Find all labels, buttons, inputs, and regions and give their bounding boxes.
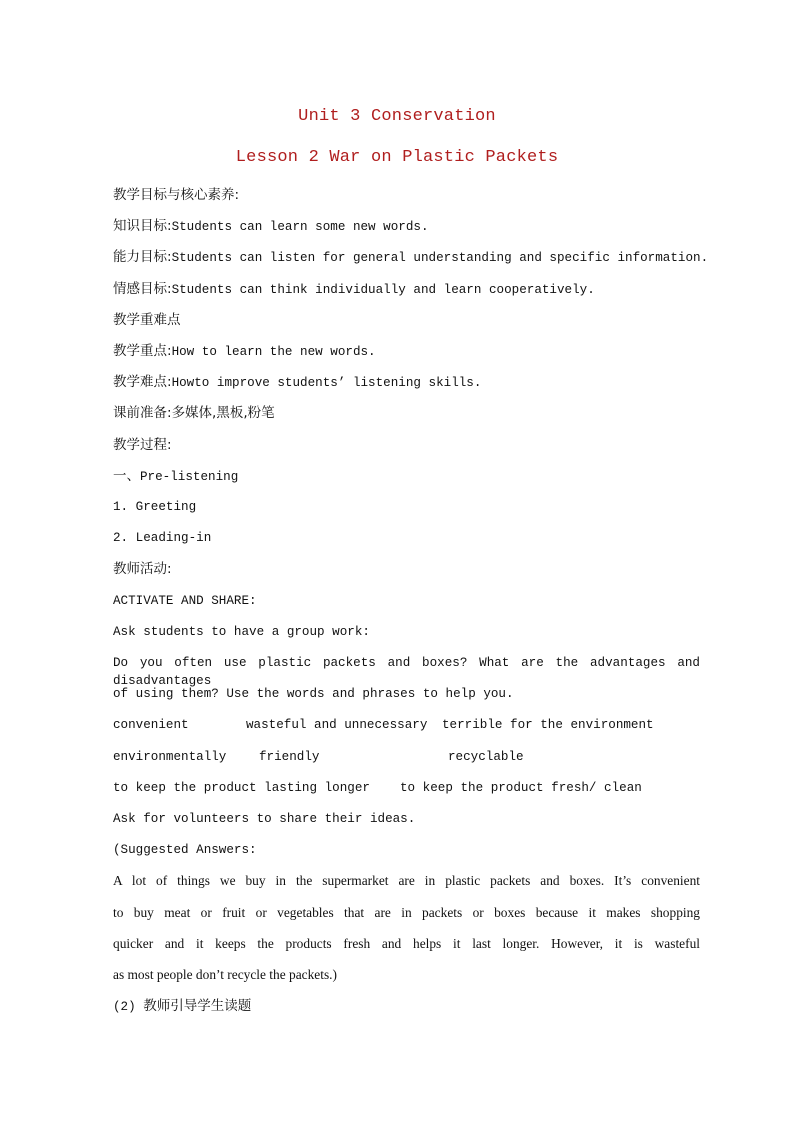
objectives-heading: 教学目标与核心素养: [113, 187, 240, 203]
section-one-number: 一、 [113, 468, 140, 484]
knowledge-text: Students can learn some new words. [171, 220, 429, 234]
word-recyclable: recyclable [448, 750, 524, 764]
emotion-label: 情感目标: [113, 281, 172, 297]
key-difficult-heading: 教学重难点 [113, 312, 181, 328]
emotion-objective [113, 280, 713, 299]
key-point [113, 342, 713, 361]
lesson-title: Lesson 2 War on Plastic Packets [235, 148, 559, 167]
answer-line-2: to buy meat or fruit or vegetables that are in packets or boxes because it makes shopping [113, 905, 700, 920]
volunteers-instruction: Ask for volunteers to share their ideas. [113, 812, 416, 826]
section-one-text: Pre-listening [140, 470, 239, 484]
knowledge-label: 知识目标: [113, 218, 172, 234]
words-row-1 [113, 716, 713, 734]
unit-title: Unit 3 Conservation [298, 107, 496, 126]
word-friendly: friendly [259, 750, 320, 764]
words-row-2 [113, 748, 713, 766]
question-line-2: of using them? Use the words and phrases to help you. [113, 687, 514, 701]
emotion-text: Students can think individually and learn cooperatively. [171, 283, 595, 297]
prep-label: 课前准备: [113, 405, 172, 421]
teacher-activity: 教师活动: [113, 561, 172, 577]
word-wasteful: wasteful and unnecessary [246, 718, 428, 732]
answer-line-3: quicker and it keeps the products fresh and helps it last longer. However, it is wasteful [113, 936, 700, 951]
preparation [113, 404, 713, 422]
activate-share: ACTIVATE AND SHARE: [113, 594, 257, 608]
ability-label: 能力目标: [113, 249, 172, 265]
word-terrible: terrible for the environment [442, 718, 654, 732]
difficult-label: 教学难点: [113, 374, 172, 390]
step-greeting: 1. Greeting [113, 500, 197, 514]
group-work-instruction: Ask students to have a group work: [113, 625, 370, 639]
section-one [113, 467, 713, 486]
guide-text: 教师引导学生读题 [143, 998, 252, 1014]
guide-number: (2) [113, 1000, 136, 1014]
difficult-point [113, 373, 713, 392]
process-heading: 教学过程: [113, 437, 172, 453]
question-line-1: Do you often use plastic packets and boxes? What are the advantages and disadvantages [113, 656, 700, 688]
guide-reading [113, 997, 713, 1016]
key-label: 教学重点: [113, 343, 172, 359]
suggested-answers-label: (Suggested Answers: [113, 843, 257, 857]
knowledge-objective [113, 217, 713, 236]
ability-text: Students can listen for general understanding and specific information. [171, 251, 709, 265]
answer-line-1: A lot of things we buy in the supermarket are in plastic packets and boxes. It’s convenient [113, 873, 700, 888]
phrase-lasting-longer: to keep the product lasting longer [113, 781, 370, 795]
ability-objective [113, 248, 713, 267]
step-leading-in: 2. Leading-in [113, 531, 212, 545]
key-text: How to learn the new words. [171, 345, 376, 359]
prep-text: 多媒体,黑板,粉笔 [171, 405, 275, 421]
words-row-3 [113, 779, 713, 797]
difficult-text: Howto improve students’ listening skills. [171, 376, 482, 390]
word-convenient: convenient [113, 718, 189, 732]
word-environmentally: environmentally [113, 750, 227, 764]
phrase-fresh-clean: to keep the product fresh/ clean [400, 781, 642, 795]
answer-line-4: as most people don’t recycle the packets.) [113, 967, 337, 982]
